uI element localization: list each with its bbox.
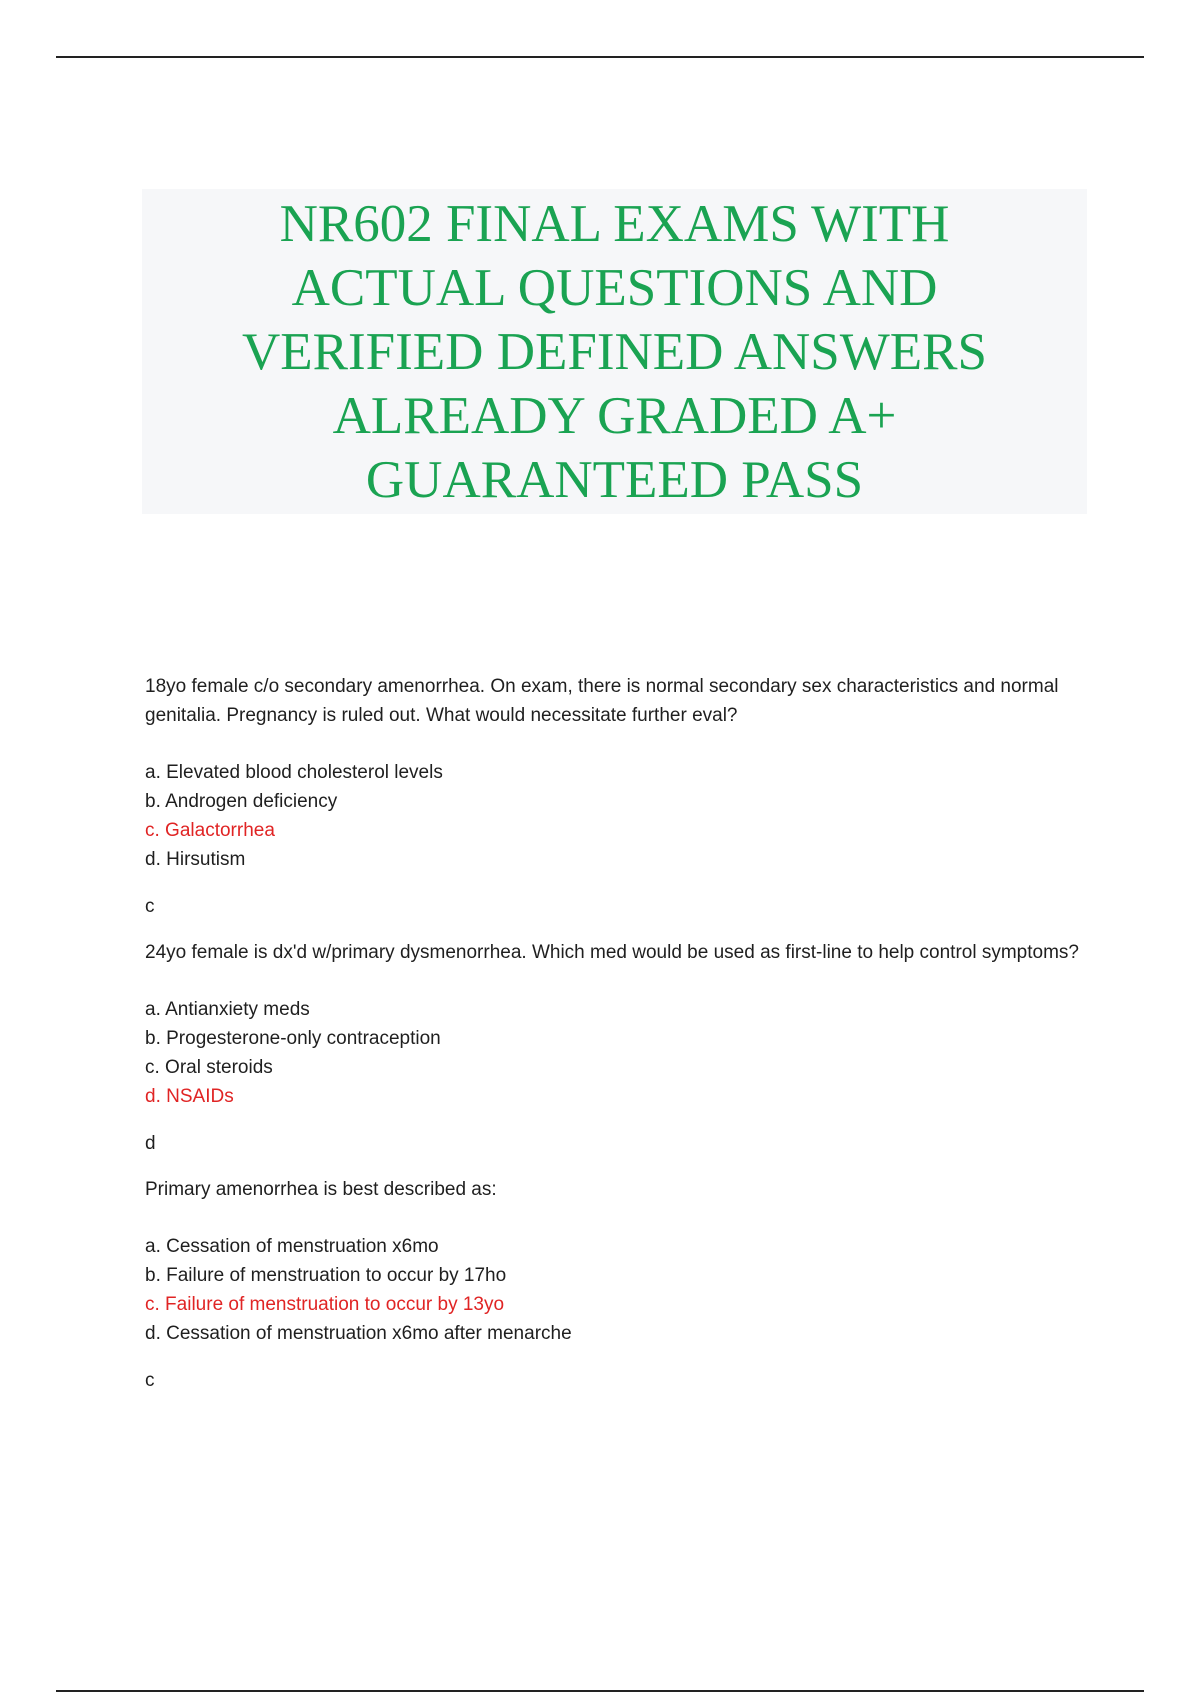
option-item: c. Oral steroids	[145, 1057, 273, 1078]
top-rule	[56, 56, 1144, 58]
question-2	[145, 938, 1085, 1158]
answer-key: c	[145, 896, 155, 917]
option-list	[145, 1232, 1085, 1348]
option-list	[145, 758, 1085, 874]
option-item: a. Elevated blood cholesterol levels	[145, 762, 443, 783]
option-list	[145, 995, 1085, 1111]
document-title	[142, 192, 1087, 512]
bottom-rule	[56, 1690, 1144, 1692]
question-3	[145, 1175, 1085, 1395]
title-banner	[142, 189, 1087, 514]
title-line: GUARANTEED PASS	[365, 450, 864, 509]
question-text: Primary amenorrhea is best described as:	[145, 1179, 497, 1200]
correct-option-item: c. Galactorrhea	[145, 820, 275, 841]
title-line: NR602 FINAL EXAMS WITH	[279, 194, 950, 253]
title-line: ALREADY GRADED A+	[332, 386, 897, 445]
question-1	[145, 672, 1085, 921]
answer-key: d	[145, 1133, 156, 1154]
option-item: d. Cessation of menstruation x6mo after menarche	[145, 1323, 572, 1344]
answer-key: c	[145, 1370, 155, 1391]
correct-option-item: c. Failure of menstruation to occur by 13yo	[145, 1294, 505, 1315]
question-text: 18yo female c/o secondary amenorrhea. On exam, there is normal secondary sex characteristics and normal genitalia. Pregnancy is ruled out. What would necessitate further eval?	[145, 676, 1059, 726]
title-line: VERIFIED DEFINED ANSWERS	[242, 322, 987, 381]
option-item: b. Failure of menstruation to occur by 17ho	[145, 1265, 507, 1286]
option-item: b. Progesterone-only contraception	[145, 1028, 441, 1049]
correct-option-item: d. NSAIDs	[145, 1086, 234, 1107]
question-text: 24yo female is dx'd w/primary dysmenorrhea. Which med would be used as first-line to help control symptoms?	[145, 942, 1079, 963]
questions-section	[145, 672, 1085, 1412]
option-item: a. Antianxiety meds	[145, 999, 310, 1020]
option-item: b. Androgen deficiency	[145, 791, 338, 812]
title-line: ACTUAL QUESTIONS AND	[291, 258, 938, 317]
option-item: d. Hirsutism	[145, 849, 246, 870]
option-item: a. Cessation of menstruation x6mo	[145, 1236, 439, 1257]
